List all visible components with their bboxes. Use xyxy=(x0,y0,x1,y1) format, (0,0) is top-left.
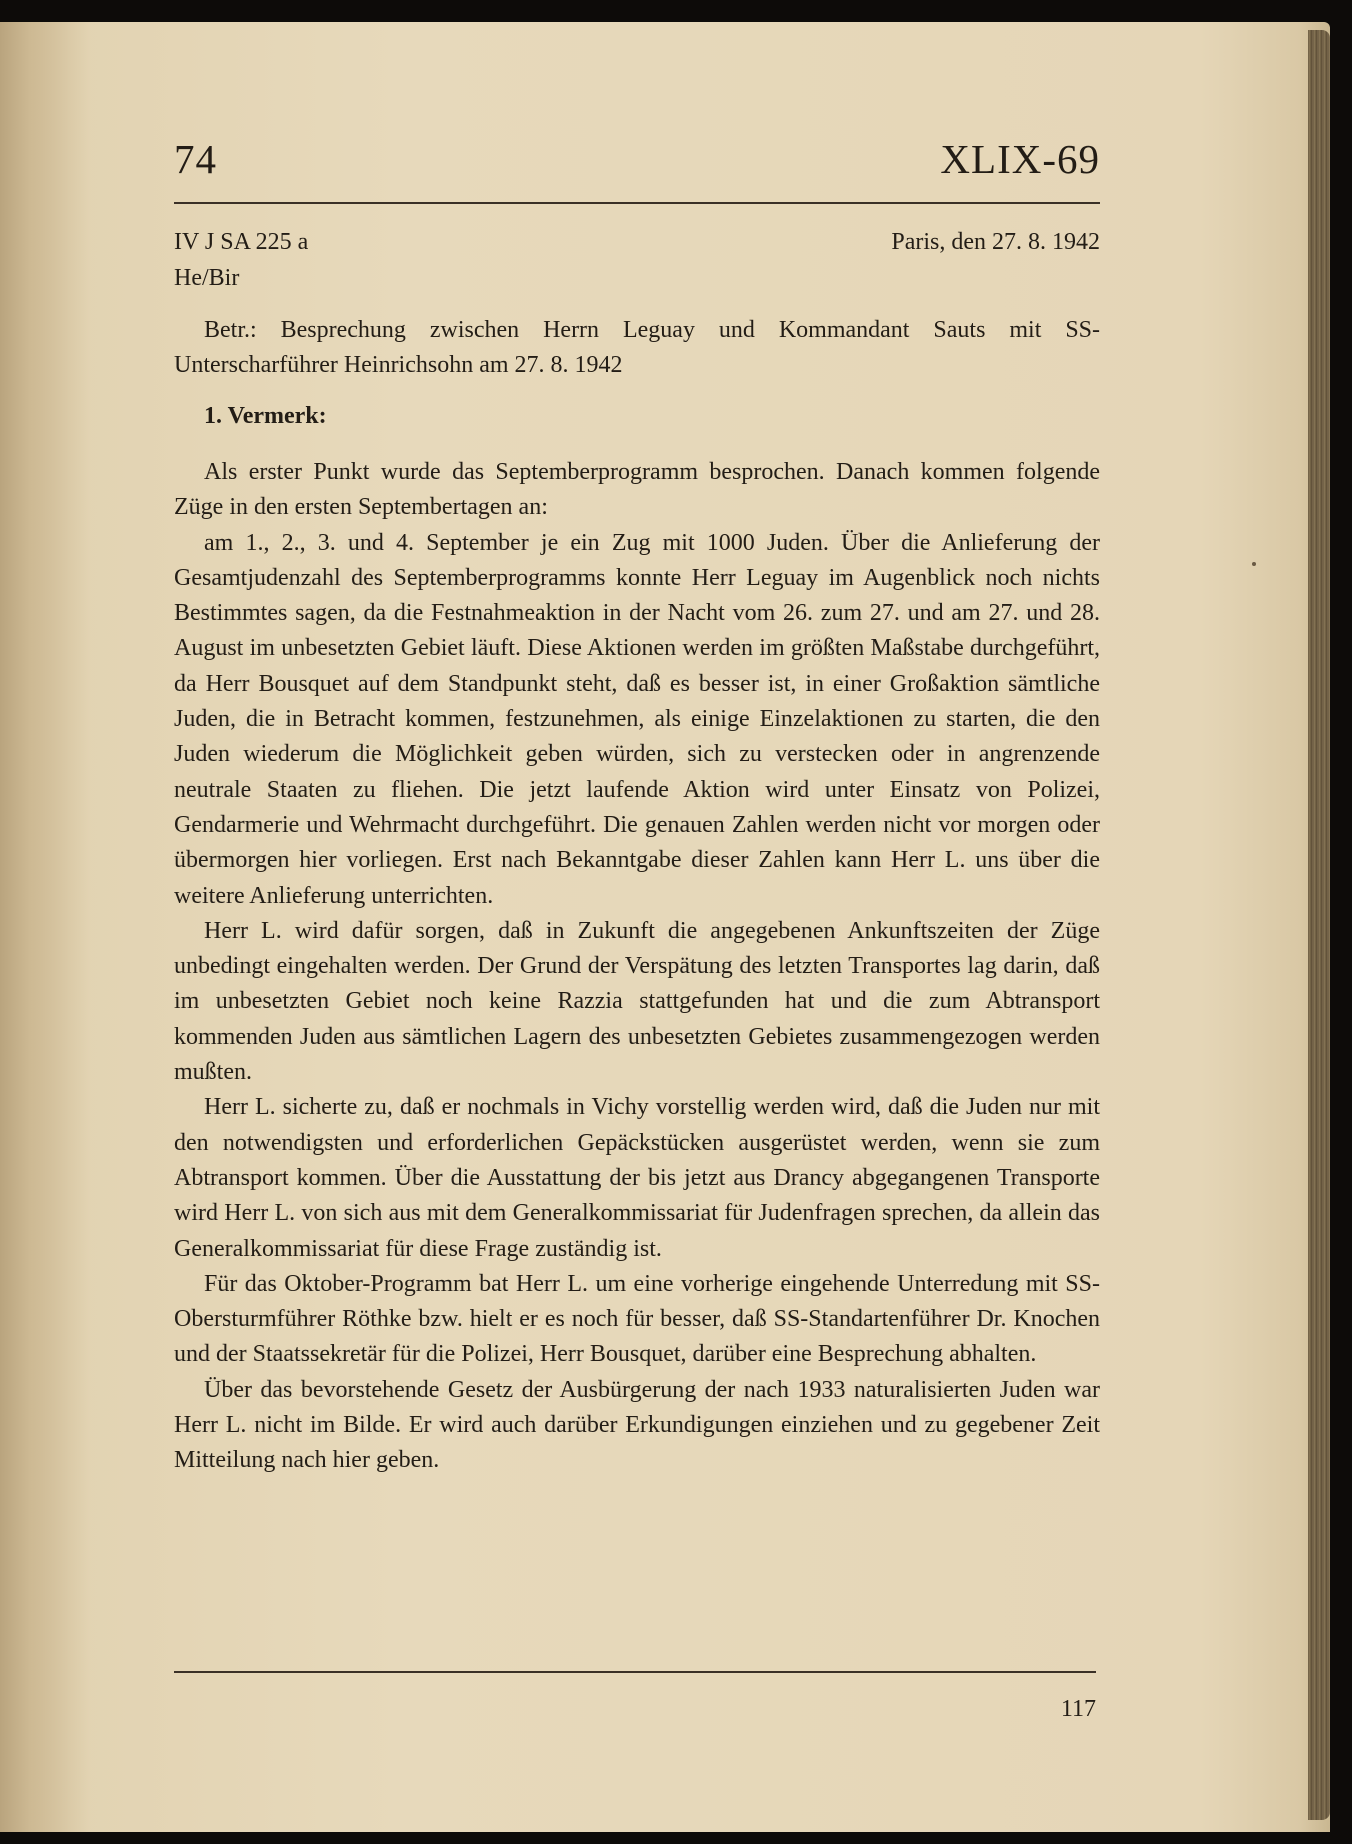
paragraph: Herr L. sicherte zu, daß er nochmals in Vichy vorstellig werden wird, daß die Juden nur mit den notwendigsten und erforderlichen Gepäckstücken ausgerüstet werden, wenn sie zum Abtransport kommen. Über die Ausstattung der bis jetzt aus Drancy abgegangenen Transporte wird Herr L. von sich aus mit dem Generalkommissariat für Judenfragen sprechen, da allein das Generalkommissariat für diese Frage zuständig ist. xyxy=(174,1094,1100,1262)
header-page-number: 74 xyxy=(174,136,217,182)
footer-page-number: 117 xyxy=(1060,1696,1096,1722)
paper-speck xyxy=(1252,562,1256,566)
section-title: 1. Vermerk: xyxy=(204,403,327,429)
subject-line: Betr.: Besprechung zwischen Herrn Leguay und Kommandant Sauts mit SS-Unterscharführer Heinrichsohn am 27. 8. 1942 xyxy=(174,317,1100,378)
footer-rule xyxy=(174,1671,1096,1673)
document-body xyxy=(174,455,1100,1479)
paragraph: am 1., 2., 3. und 4. September je ein Zug mit 1000 Juden. Über die Anlieferung der Gesamtjudenzahl des Septemberprogramms konnte Herr Leguay im Augenblick noch nichts Bestimmtes sagen, da die Festnahmeaktion in der Nacht vom 26. zum 27. und am 27. und 28. August im unbesetzten Gebiet läuft. Diese Aktionen werden im größten Maßstabe durchgeführt, da Herr Bousquet auf dem Standpunkt steht, daß es besser ist, in einer Großaktion sämtliche Juden, die in Betracht kommen, festzunehmen, als einige Einzelaktionen zu starten, die den Juden wiederum die Möglichkeit geben würden, sich zu verstecken oder in angrenzende neutrale Staaten zu fliehen. Die jetzt laufende Aktion wird unter Einsatz von Polizei, Gendarmerie und Wehrmacht durchgeführt. Die genauen Zahlen werden nicht vor morgen oder übermorgen hier vorliegen. Erst nach Bekanntgabe dieser Zahlen kann Herr L. uns über die weitere Anlieferung unterrichten. xyxy=(174,529,1100,909)
document-meta xyxy=(174,224,1100,296)
paragraph: Als erster Punkt wurde das Septemberprogramm besprochen. Danach kommen folgende Züge in den ersten Septembertagen an: xyxy=(174,459,1100,521)
document-date: Paris, den 27. 8. 1942 xyxy=(891,229,1100,255)
running-header xyxy=(174,117,1100,187)
reference-initials: He/Bir xyxy=(174,265,240,291)
header-document-id: XLIX-69 xyxy=(940,136,1100,182)
paragraph: Über das bevorstehende Gesetz der Ausbürgerung der nach 1933 naturalisierten Juden war Herr L. nicht im Bilde. Er wird auch darüber Erkundigungen einziehen und zu gegebener Zeit Mitteilung nach hier geben. xyxy=(174,1376,1100,1474)
page-edges xyxy=(1308,30,1330,1820)
page-gutter-shadow xyxy=(0,22,90,1832)
reference-code: IV J SA 225 a xyxy=(174,229,309,255)
header-rule xyxy=(174,202,1100,204)
paragraph: Herr L. wird dafür sorgen, daß in Zukunft die angegebenen Ankunftszeiten der Züge unbedingt eingehalten werden. Der Grund der Verspätung des letzten Transportes lag darin, daß im unbesetzten Gebiet noch keine Razzia stattgefunden hat und die zum Abtransport kommenden Juden aus sämtlichen Lagern des unbesetzten Gebietes zusammengezogen werden mußten. xyxy=(174,917,1100,1086)
paragraph: Für das Oktober-Programm bat Herr L. um eine vorherige eingehende Unterredung mit SS-Obersturmführer Röthke bzw. hielt er es noch für besser, daß SS-Standartenführer Dr. Knochen und der Staatssekretär für die Polizei, Herr Bousquet, darüber eine Besprechung abhalten. xyxy=(174,1270,1100,1368)
book-page xyxy=(0,22,1330,1832)
